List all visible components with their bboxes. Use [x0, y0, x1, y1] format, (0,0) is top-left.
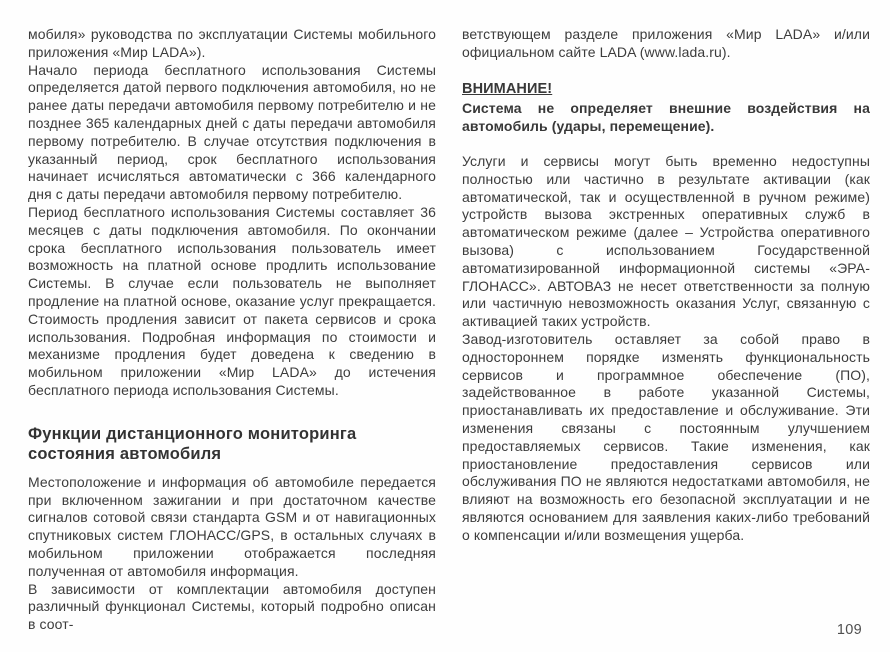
right-column [462, 26, 870, 634]
section-heading-line: состояния автомобиля [28, 444, 222, 463]
body-text-paragraph: Завод-изготовитель оставляет за собой право в одностороннем порядке изменять функциональность сервисов и программное обеспечение (ПО), задействованное в работе указанной Системы, приостанавливать их предоставление и обслуживание. Эти изменения связаны с постоянным улучшением предоставляемых сервисов. Такие изменения, как приостановление предоставления сервисов или обслуживания ПО не являются недостатками автомобиля, не влияют на возможность его безопасной эксплуатации и не являются основанием для заявления каких-либо требований о компенсации и/или возмещения ущерба. [462, 330, 870, 543]
page-number: 109 [836, 622, 862, 638]
warning-text: Система не определяет внешние воздействия на автомобиль (удары, перемещение). [462, 100, 870, 135]
body-text-paragraph: Начало периода бесплатного использования Системы определяется датой первого подключения автомобиля, но не ранее даты передачи автомобиля первому потребителю и не позднее 365 календарных дней с даты передачи автомобиля первому потребителю. В случае отсутствия подключения в указанный период, срок бесплатного использования начинает исчисляться автоматически с 366 календарного дня с даты передачи автомобиля первому потребителю. [28, 61, 436, 203]
body-text-paragraph: Местоположение и информация об автомобиле передается при включенном зажигании и при достаточном качестве сигналов сотовой связи стандарта GSM и от навигационных спутниковых систем ГЛОНАСС/GPS, в остальных случаях в мобильном приложении отображается последняя полученная от автомобиля информация. [28, 473, 436, 579]
body-text-paragraph: ветствующем разделе приложения «Мир LADA» и/или официальном сайте LADA (www.lada.ru). [462, 26, 870, 60]
section-heading-line: Функции дистанционного мониторинга [28, 424, 357, 443]
body-text-paragraph: В зависимости от комплектации автомобиля доступен различный функционал Системы, который подробно описан в соот- [28, 580, 436, 633]
body-text-paragraph: Услуги и сервисы могут быть временно недоступны полностью или частично в результате активации (как автоматической, так и осуществленной в ручном режиме) устройств вызова экстренных оперативных служб в автоматическом режиме (далее – Устройства оперативного вызова) с использованием Государственной автоматизированной информационной системы «ЭРА-ГЛОНАСС». АВТОВАЗ не несет ответственности за полную или частичную невозможность оказания Услуг, связанную с активацией таких устройств. [462, 152, 870, 330]
body-text-paragraph: мобиля» руководства по эксплуатации Системы мобильного приложения «Мир LADA»). [28, 26, 436, 60]
section-heading [28, 424, 436, 464]
left-column [28, 26, 436, 634]
body-text-paragraph: Период бесплатного использования Системы составляет 36 месяцев с даты подключения автомобиля. По окончании срока бесплатного использования пользователь имеет возможность на платной основе продлить использование Системы. В случае если пользователь не выполняет продление на платной основе, оказание услуг прекращается. Стоимость продления зависит от пакета сервисов и срока использования. Подробная информация по стоимости и механизме продления будет доведена к сведению в мобильном приложении «Мир LADA» до истечения бесплатного периода использования Системы. [28, 203, 436, 398]
warning-heading: ВНИМАНИЕ! [462, 80, 553, 97]
